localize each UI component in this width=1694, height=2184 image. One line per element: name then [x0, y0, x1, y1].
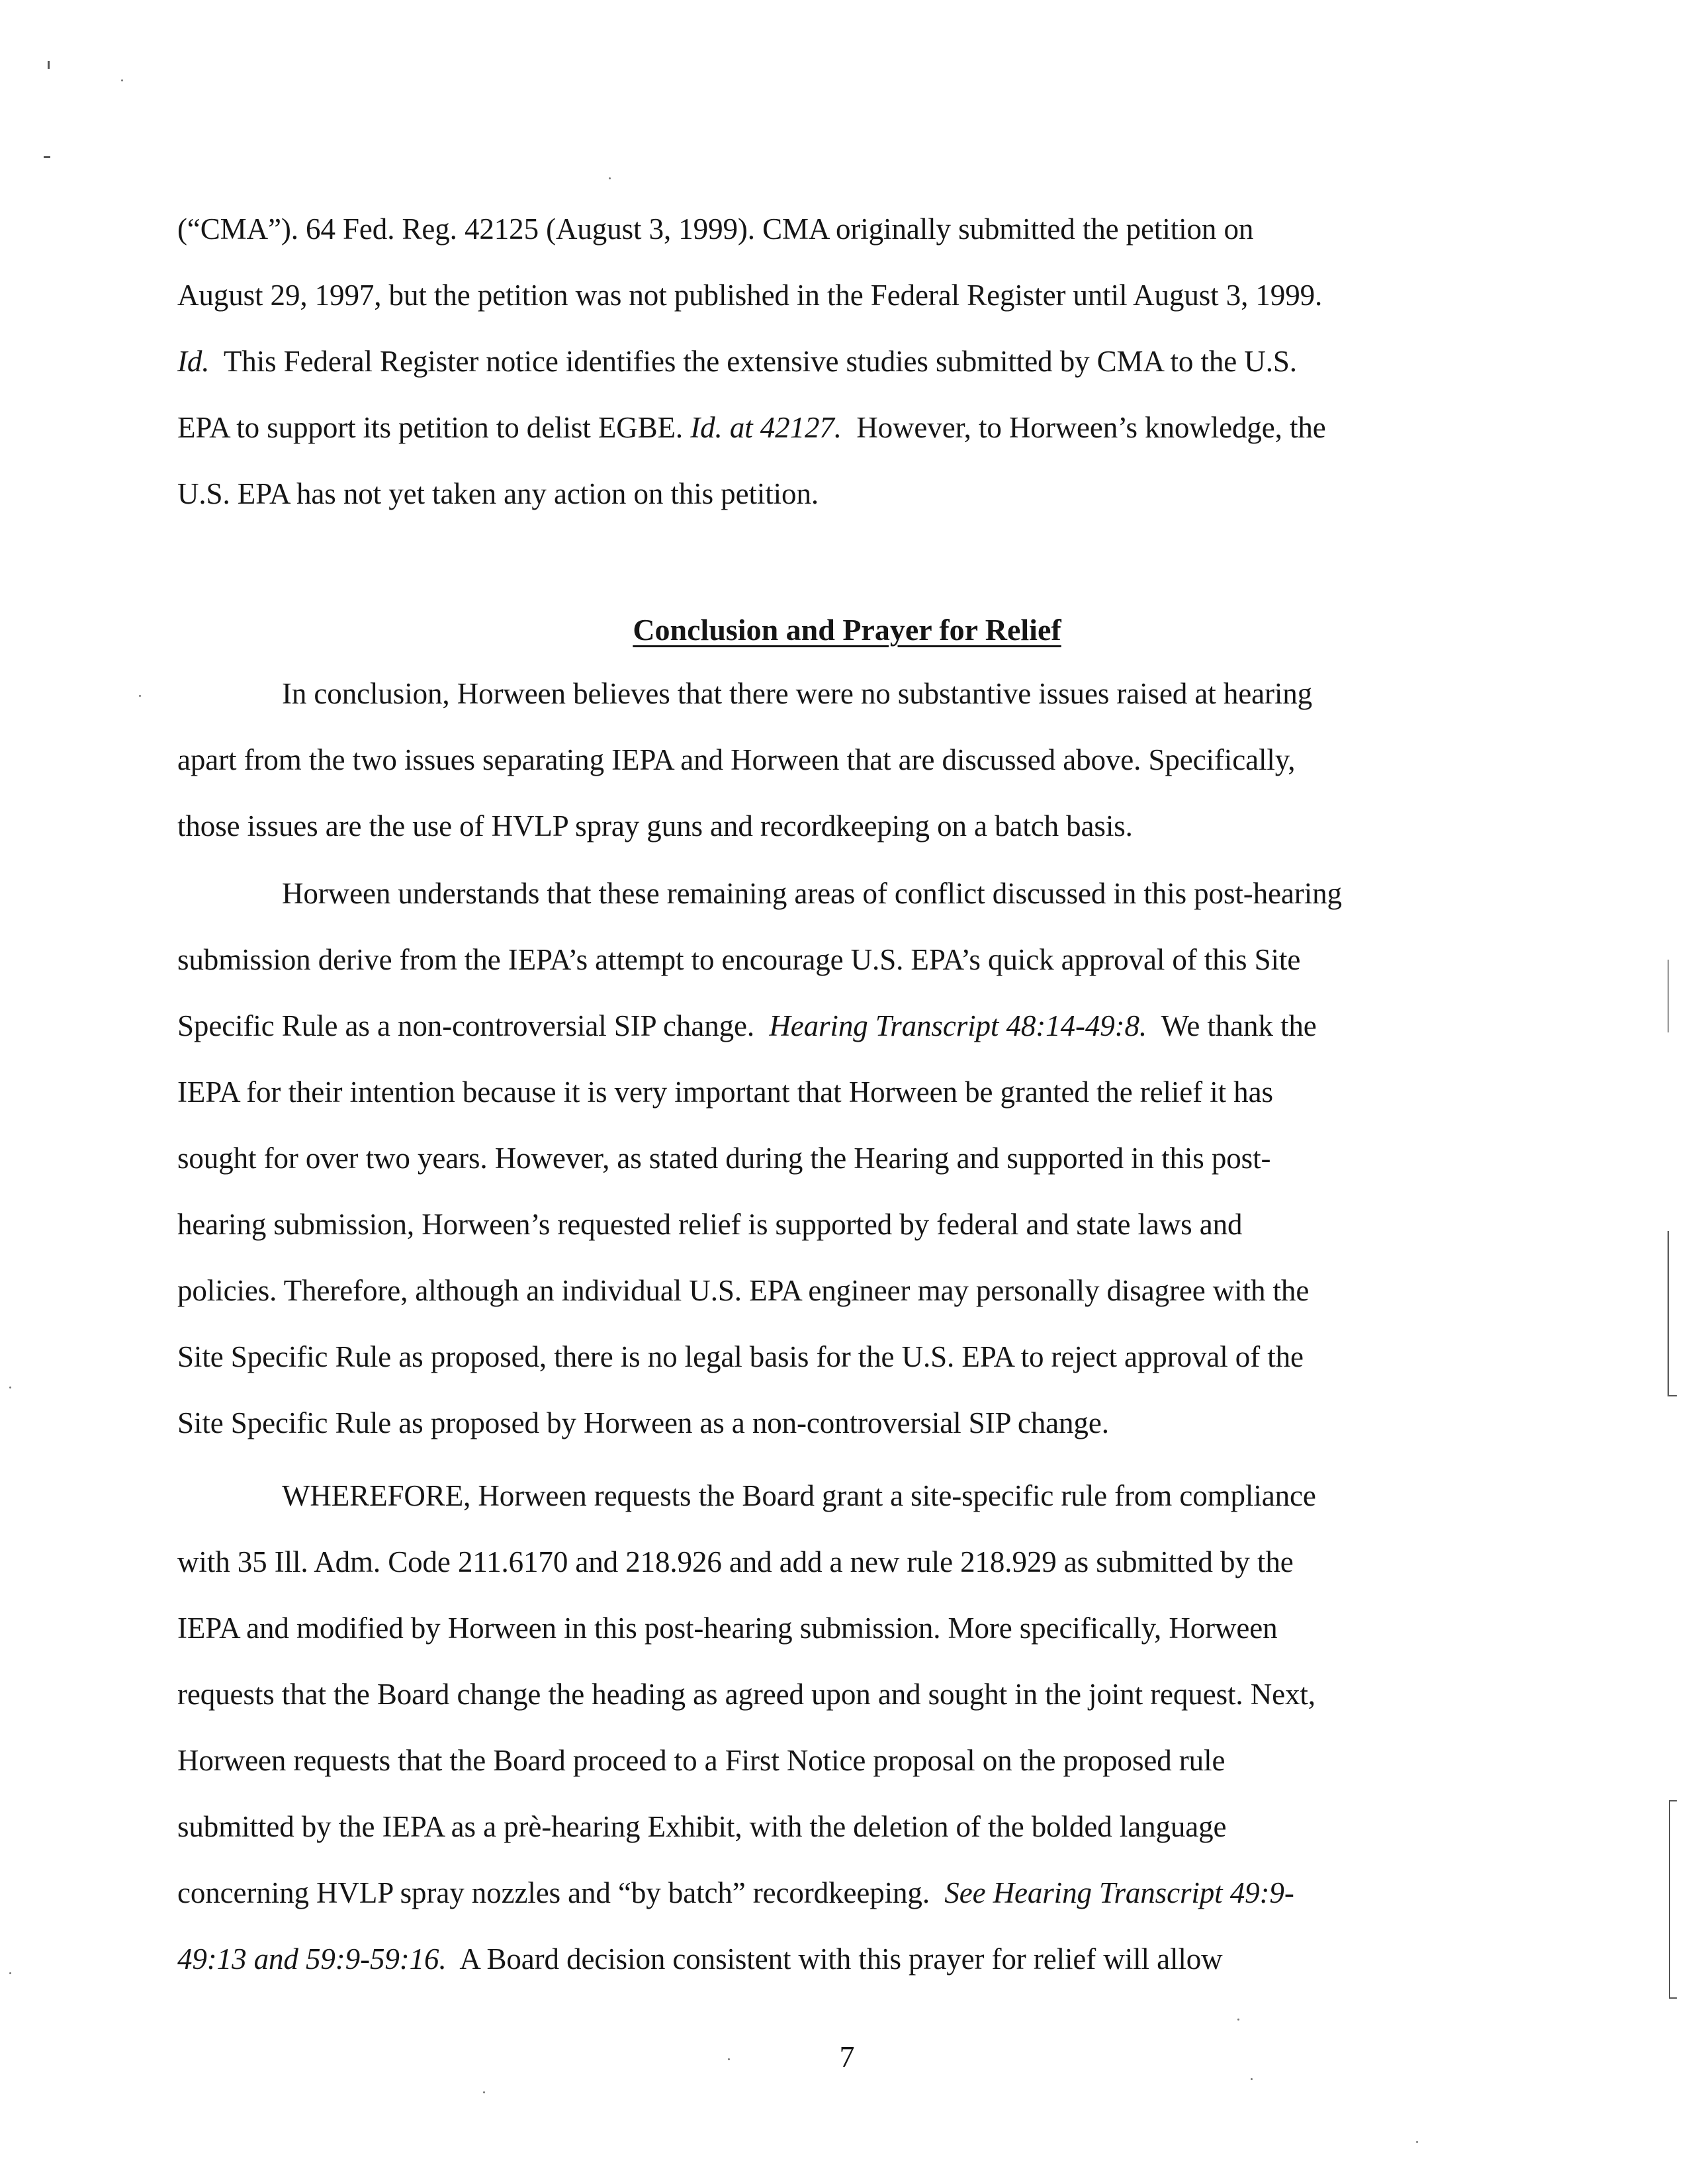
- scan-dot: [1251, 2078, 1253, 2080]
- scan-dot: [9, 1972, 11, 1974]
- text-line: U.S. EPA has not yet taken any action on this petition.: [177, 477, 819, 510]
- text-line: Horween understands that these remaining areas of conflict discussed in this post-hearing: [282, 877, 1342, 910]
- text-line: submission derive from the IEPA’s attempt to encourage U.S. EPA’s quick approval of this Site: [177, 943, 1301, 976]
- citation: See Hearing Transcript 49:9-: [944, 1876, 1294, 1909]
- scan-dot: [1237, 2019, 1239, 2021]
- paragraph-3: [177, 860, 1507, 1456]
- text-line: [177, 328, 1507, 394]
- text-line: [177, 1926, 1507, 1992]
- text-line: hearing submission, Horween’s requested relief is supported by federal and state laws and: [177, 1208, 1243, 1241]
- scan-mark: [1668, 1395, 1677, 1396]
- text-line: those issues are the use of HVLP spray guns and recordkeeping on a batch basis.: [177, 809, 1133, 842]
- scan-dot: [1416, 2141, 1418, 2143]
- scan-dot: [483, 2091, 485, 2093]
- scan-mark: [48, 61, 50, 69]
- scan-mark: [44, 156, 50, 158]
- scan-mark: [1668, 1231, 1669, 1396]
- text-line: IEPA for their intention because it is very important that Horween be granted the relief it has: [177, 1075, 1273, 1109]
- text-fragment: Specific Rule as a non-controversial SIP change.: [177, 1009, 770, 1042]
- text-fragment: concerning HVLP spray nozzles and “by batch” recordkeeping.: [177, 1876, 945, 1909]
- text-line: In conclusion, Horween believes that there were no substantive issues raised at hearing: [282, 677, 1313, 710]
- scan-mark: [1669, 1800, 1677, 1801]
- scan-mark: [1669, 1997, 1677, 1999]
- text-line: August 29, 1997, but the petition was not published in the Federal Register until August 3, 1999.: [177, 279, 1323, 312]
- citation: Id.: [177, 345, 210, 378]
- scan-mark: [1668, 960, 1669, 1032]
- scan-dot: [609, 177, 611, 179]
- section-heading: [0, 604, 1694, 657]
- text-fragment: However, to Horween’s knowledge, the: [841, 411, 1326, 444]
- heading-text: Conclusion and Prayer for Relief: [633, 613, 1061, 647]
- paragraph-4: [177, 1463, 1507, 1992]
- text-fragment: A Board decision consistent with this prayer for relief will allow: [446, 1942, 1223, 1976]
- text-line: Site Specific Rule as proposed, there is no legal basis for the U.S. EPA to reject approval of the: [177, 1340, 1304, 1373]
- text-fragment: EPA to support its petition to delist EGBE.: [177, 411, 691, 444]
- text-line: (“CMA”). 64 Fed. Reg. 42125 (August 3, 1999). CMA originally submitted the petition on: [177, 212, 1254, 246]
- text-line: requests that the Board change the heading as agreed upon and sought in the joint request. Next,: [177, 1678, 1315, 1711]
- citation: Id. at 42127.: [690, 411, 842, 444]
- text-line: WHEREFORE, Horween requests the Board grant a site-specific rule from compliance: [282, 1479, 1316, 1512]
- text-line: with 35 Ill. Adm. Code 211.6170 and 218.926 and add a new rule 218.929 as submitted by the: [177, 1545, 1294, 1578]
- text-line: IEPA and modified by Horween in this post-hearing submission. More specifically, Horween: [177, 1612, 1278, 1645]
- text-fragment: We thank the: [1147, 1009, 1317, 1042]
- citation: 49:13 and 59:9-59:16.: [177, 1942, 447, 1976]
- text-line: [177, 993, 1507, 1059]
- scan-dot: [139, 695, 141, 697]
- text-line: submitted by the IEPA as a prè-hearing Exhibit, with the deletion of the bolded language: [177, 1810, 1227, 1843]
- text-line: apart from the two issues separating IEPA and Horween that are discussed above. Specifically,: [177, 743, 1296, 776]
- paragraph-2: [177, 660, 1507, 859]
- text-line: policies. Therefore, although an individual U.S. EPA engineer may personally disagree with the: [177, 1274, 1310, 1307]
- scan-dot: [9, 1387, 11, 1388]
- citation: Hearing Transcript 48:14-49:8.: [769, 1009, 1147, 1042]
- text-line: Horween requests that the Board proceed to a First Notice proposal on the proposed rule: [177, 1744, 1226, 1777]
- text-fragment: This Federal Register notice identifies the extensive studies submitted by CMA to the U.S.: [209, 345, 1297, 378]
- text-line: [177, 394, 1507, 461]
- text-line: [177, 1860, 1507, 1926]
- text-line: sought for over two years. However, as stated during the Hearing and supported in this post-: [177, 1142, 1271, 1175]
- paragraph-1: [177, 196, 1507, 527]
- scan-mark: [1669, 1800, 1670, 1999]
- text-line: Site Specific Rule as proposed by Horween as a non-controversial SIP change.: [177, 1406, 1109, 1439]
- page-number: 7: [839, 2040, 855, 2073]
- scan-dot: [121, 79, 123, 81]
